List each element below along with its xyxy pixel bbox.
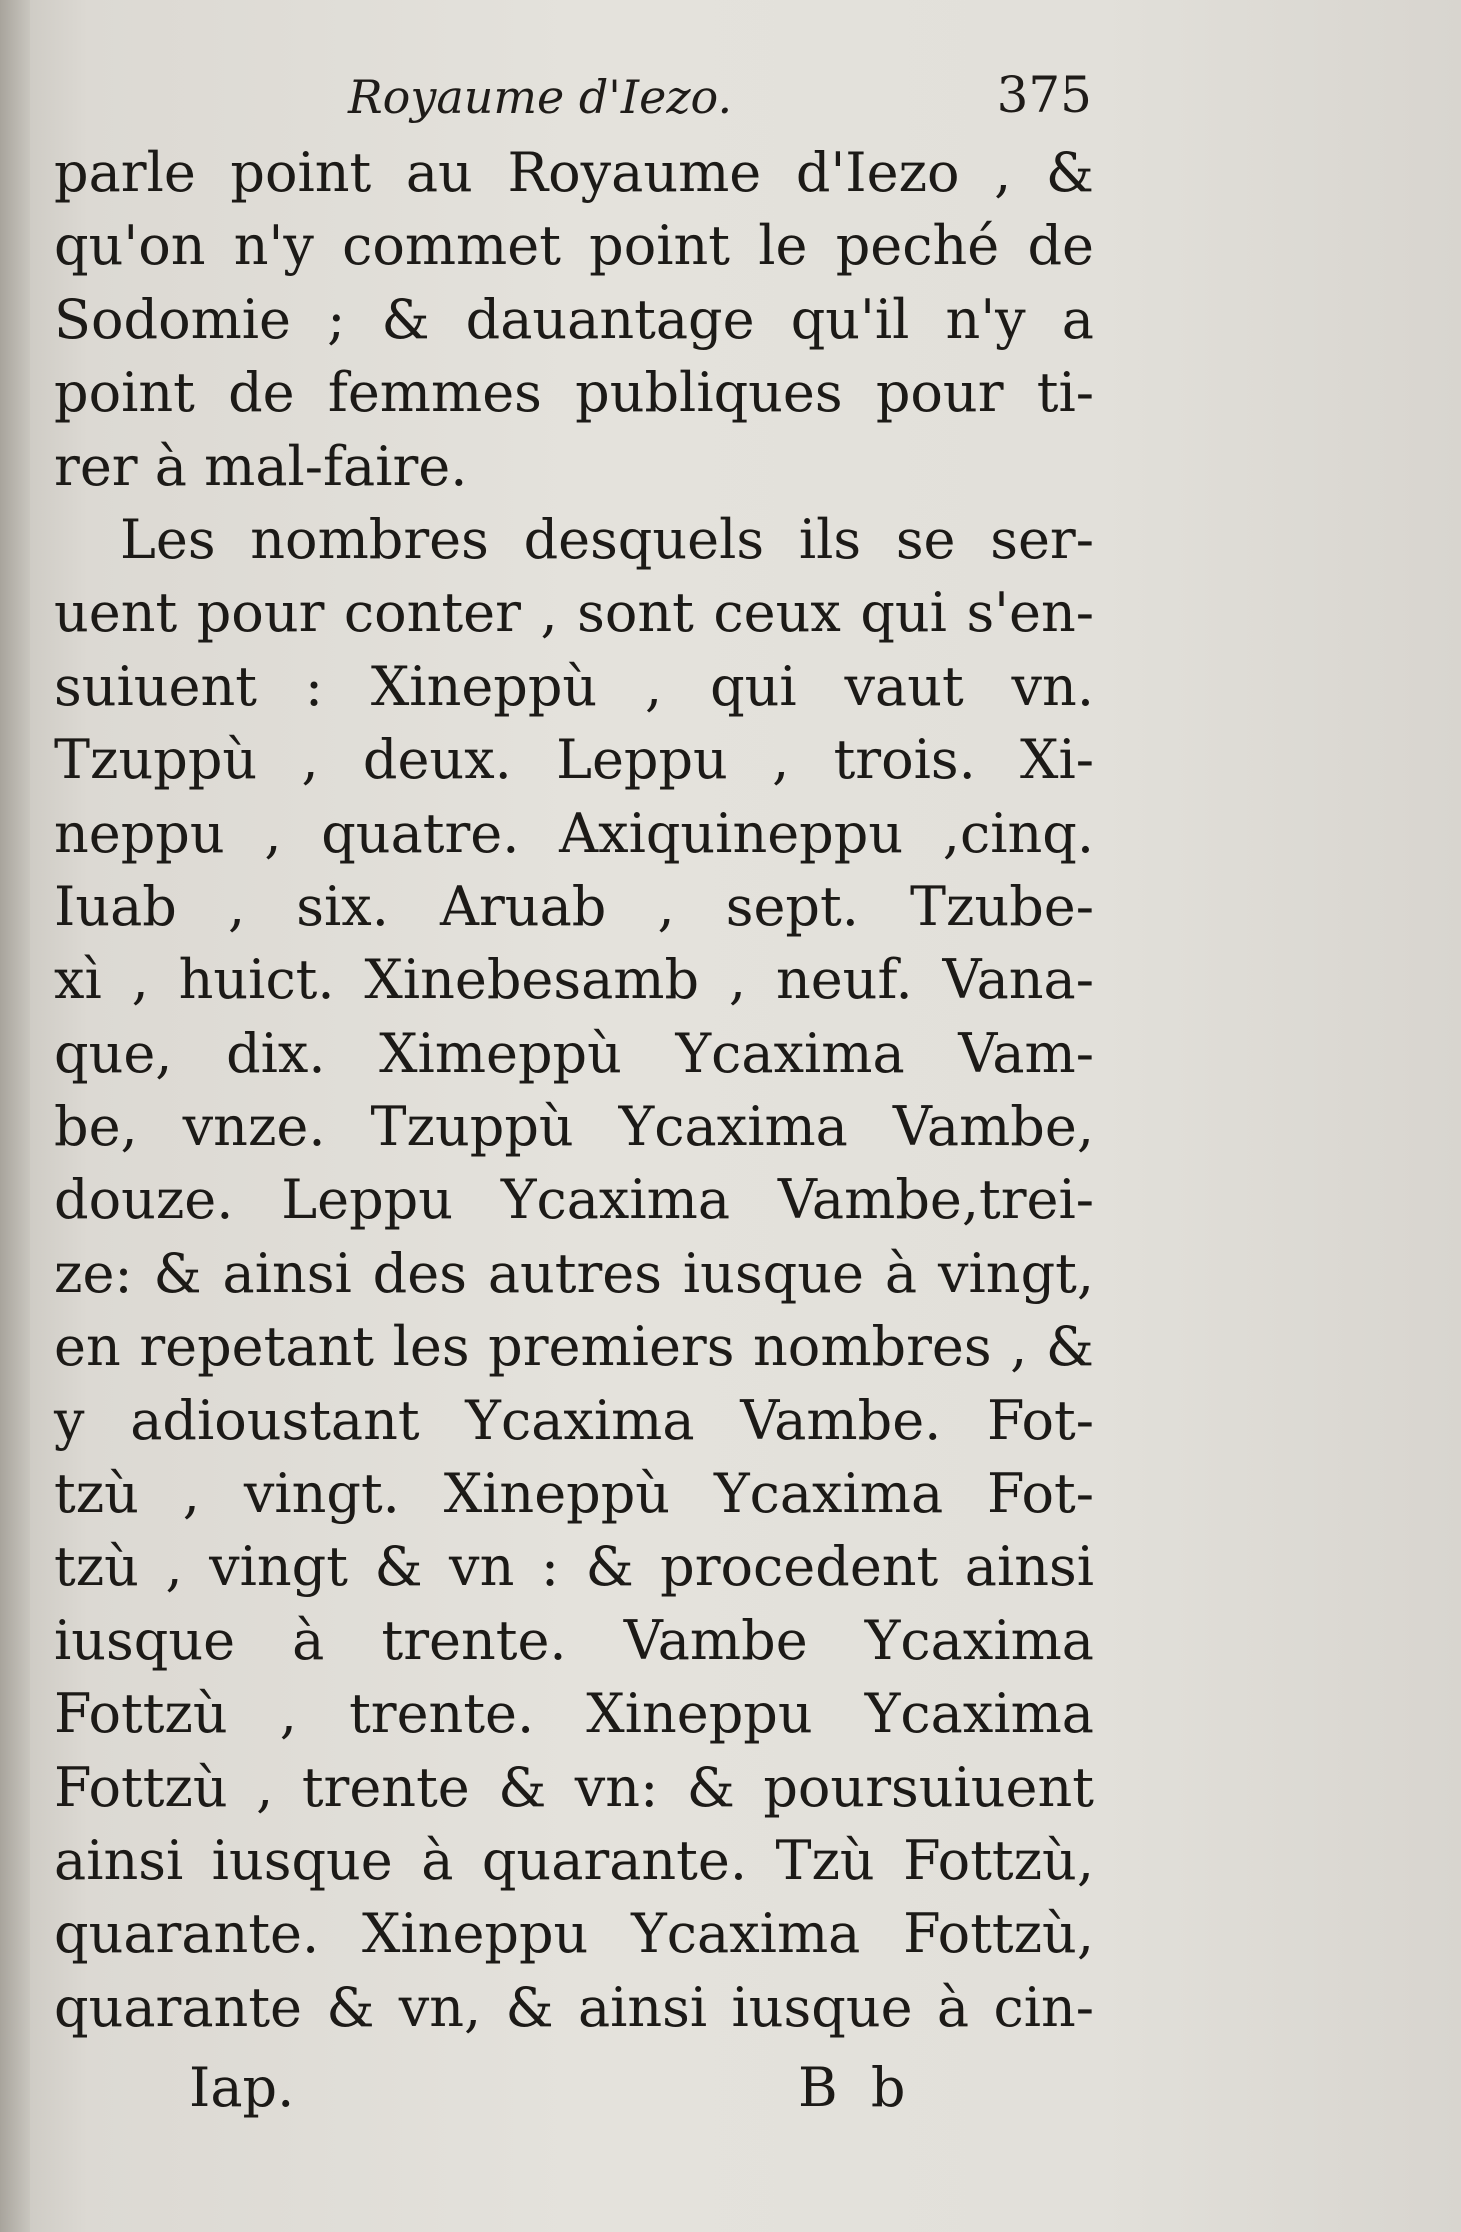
text-line: Iuab , six. Aruab , sept. Tzube- [54, 874, 1094, 938]
text-line-paragraph-start: Les nombres desquels ils se ser- [120, 507, 1094, 571]
text-line: rer à mal-faire. [54, 434, 468, 498]
text-line: Tzuppù , deux. Leppu , trois. Xi- [54, 728, 1094, 792]
text-line: Fottzù , trente. Xineppu Ycaxima [54, 1682, 1094, 1746]
text-line: tzù , vingt & vn : & procedent ainsi [54, 1535, 1094, 1599]
text-line: que, dix. Ximeppù Ycaxima Vam- [54, 1021, 1094, 1085]
text-line: qu'on n'y commet point le peché de [54, 214, 1094, 278]
text-line: tzù , vingt. Xineppù Ycaxima Fot- [54, 1462, 1094, 1526]
text-line: xì , huict. Xinebesamb , neuf. Vana- [54, 948, 1094, 1012]
running-head [52, 62, 1092, 142]
text-line: y adioustant Ycaxima Vambe. Fot- [54, 1388, 1094, 1452]
page-gutter-shadow [0, 0, 30, 2232]
running-title: Royaume d'Iezo. [348, 70, 733, 124]
text-line: Sodomie ; & dauantage qu'il n'y a [54, 287, 1094, 351]
text-line: en repetant les premiers nombres , & [54, 1315, 1094, 1379]
text-line: uent pour conter , sont ceux qui s'en- [54, 581, 1094, 645]
page-number: 375 [996, 66, 1092, 124]
text-line: be, vnze. Tzuppù Ycaxima Vambe, [54, 1095, 1094, 1159]
text-line: ainsi iusque à quarante. Tzù Fottzù, [54, 1828, 1094, 1892]
text-line: parle point au Royaume d'Iezo , & [54, 141, 1094, 204]
text-line: quarante & vn, & ainsi iusque à cin- [54, 1975, 1094, 2039]
page-footer [54, 2056, 1094, 2136]
body-text [54, 136, 1094, 2044]
text-line: Fottzù , trente & vn: & poursuiuent [54, 1755, 1094, 1819]
catchword: Iap. [189, 2056, 295, 2119]
text-line: neppu , quatre. Axiquineppu ,cinq. [54, 801, 1094, 865]
text-line: point de femmes publiques pour ti- [54, 361, 1094, 425]
text-line: suiuent : Xineppù , qui vaut vn. [54, 654, 1094, 718]
signature-mark: B b [798, 2056, 914, 2119]
text-line: iusque à trente. Vambe Ycaxima [54, 1608, 1094, 1672]
text-line: ze: & ainsi des autres iusque à vingt, [54, 1241, 1094, 1305]
text-line: quarante. Xineppu Ycaxima Fottzù, [54, 1902, 1094, 1966]
text-line: douze. Leppu Ycaxima Vambe,trei- [54, 1168, 1094, 1232]
